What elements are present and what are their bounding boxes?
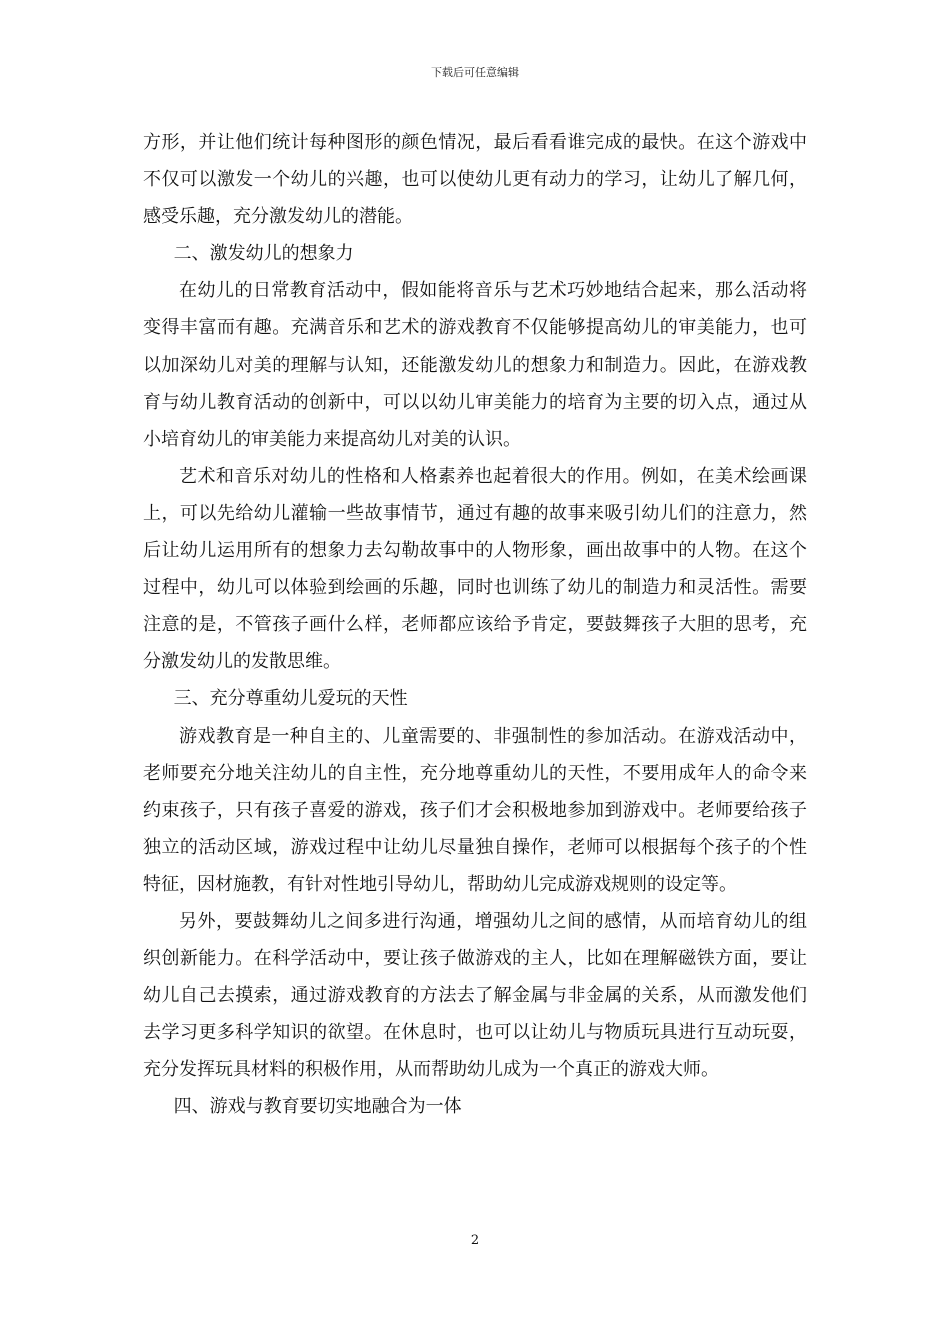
- section-heading-4: 四、游戏与教育要切实地融合为一体: [173, 1096, 462, 1118]
- paragraph: 在幼儿的日常教育活动中，假如能将音乐与艺术巧妙地结合起来，那么活动将变得丰富而有趣。充满音乐和艺术的游戏教育不仅能够提高幼儿的审美能力，也可以加深幼儿对美的理解与认知，还能激发幼儿的想象力和制造力。因此，在游戏教育与幼儿教育活动的创新中，可以以幼儿审美能力的培育为主要的切入点，通过从小培育幼儿的审美能力来提高幼儿对美的认识。: [143, 280, 807, 450]
- section-heading-2: 二、激发幼儿的想象力: [173, 243, 354, 265]
- paragraph: 艺术和音乐对幼儿的性格和人格素养也起着很大的作用。例如，在美术绘画课上，可以先给幼儿灌输一些故事情节，通过有趣的故事来吸引幼儿们的注意力，然后让幼儿运用所有的想象力去勾勒故事中的人物形象，画出故事中的人物。在这个过程中，幼儿可以体验到绘画的乐趣，同时也训练了幼儿的制造力和灵活性。需要注意的是，不管孩子画什么样，老师都应该给予肯定，要鼓舞孩子大胆的思考，充分激发幼儿的发散思维。: [143, 465, 807, 673]
- section-heading-3: 三、充分尊重幼儿爱玩的天性: [173, 688, 408, 710]
- body-text: [143, 124, 807, 1126]
- page-header: 下载后可任意编辑: [431, 66, 519, 79]
- paragraph: 游戏教育是一种自主的、儿童需要的、非强制性的参加活动。在游戏活动中，老师要充分地关注幼儿的自主性，充分地尊重幼儿的天性，不要用成年人的命令来约束孩子，只有孩子喜爱的游戏，孩子们才会积极地参加到游戏中。老师要给孩子独立的活动区域，游戏过程中让幼儿尽量独自操作，老师可以根据每个孩子的个性特征，因材施教，有针对性地引导幼儿，帮助幼儿完成游戏规则的设定等。: [143, 725, 807, 895]
- page-number: 2: [470, 1233, 480, 1248]
- paragraph: 另外，要鼓舞幼儿之间多进行沟通，增强幼儿之间的感情，从而培育幼儿的组织创新能力。在科学活动中，要让孩子做游戏的主人，比如在理解磁铁方面，要让幼儿自己去摸索，通过游戏教育的方法去了解金属与非金属的关系，从而激发他们去学习更多科学知识的欲望。在休息时，也可以让幼儿与物质玩具进行互动玩耍，充分发挥玩具材料的积极作用，从而帮助幼儿成为一个真正的游戏大师。: [143, 910, 807, 1081]
- paragraph-continued: 方形，并让他们统计每种图形的颜色情况，最后看看谁完成的最快。在这个游戏中不仅可以激发一个幼儿的兴趣，也可以使幼儿更有动力的学习，让幼儿了解几何，感受乐趣，充分激发幼儿的潜能。: [143, 132, 807, 228]
